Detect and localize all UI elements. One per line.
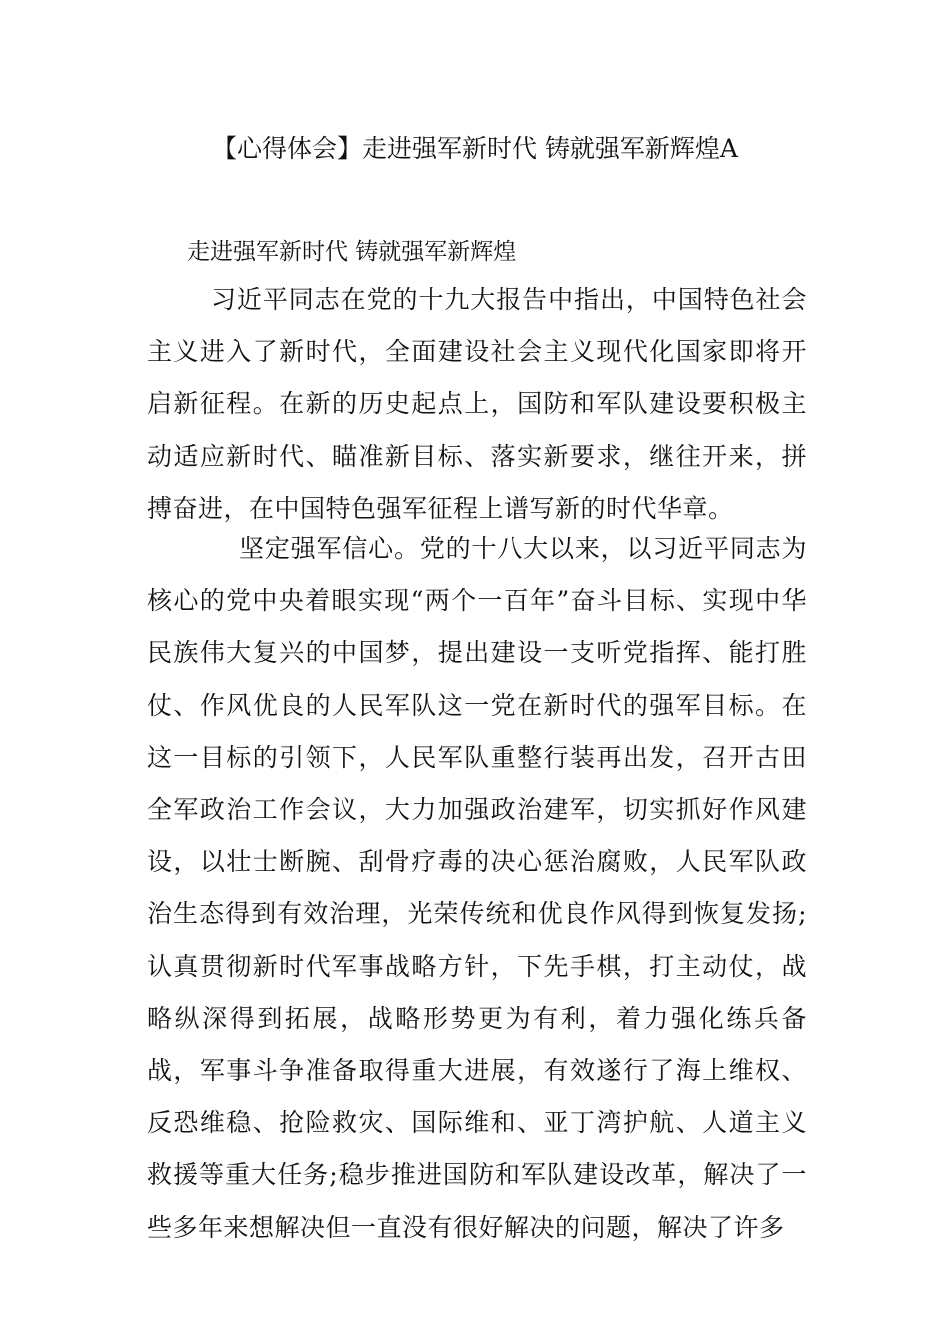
article-subtitle: 走进强军新时代 铸就强军新辉煌 [187,239,517,265]
document-title: 【心得体会】走进强军新时代 铸就强军新辉煌A [211,134,738,163]
body-paragraph-1: 习近平同志在党的十九大报告中指出，中国特色社会主义进入了新时代，全面建设社会主义现代化国家即将开启新征程。在新的历史起点上，国防和军队建设要积极主动适应新时代、瞄准新目标、落实新要求，继往开来，拼搏奋进，在中国特色强军征程上谱写新的时代华章。 [147,285,807,523]
body-paragraph-2: 坚定强军信心。党的十八大以来，以习近平同志为核心的党中央着眼实现“两个一百年”奋斗目标、实现中华民族伟大复兴的中国梦，提出建设一支听党指挥、能打胜仗、作风优良的人民军队这一党在新时代的强军目标。在这一目标的引领下，人民军队重整行装再出发，召开古田全军政治工作会议，大力加强政治建军，切实抓好作风建设，以壮士断腕、刮骨疗毒的决心惩治腐败，人民军队政治生态得到有效治理，光荣传统和优良作风得到恢复发扬;认真贯彻新时代军事战略方针，下先手棋，打主动仗，战略纵深得到拓展，战略形势更为有利，着力强化练兵备战，军事斗争准备取得重大进展，有效遂行了海上维权、反恐维稳、抢险救灾、国际维和、亚丁湾护航、人道主义救援等重大任务;稳步推进国防和军队建设改革，解决了一些多年来想解决但一直没有很好解决的问题，解决了许多 [147,534,807,1242]
